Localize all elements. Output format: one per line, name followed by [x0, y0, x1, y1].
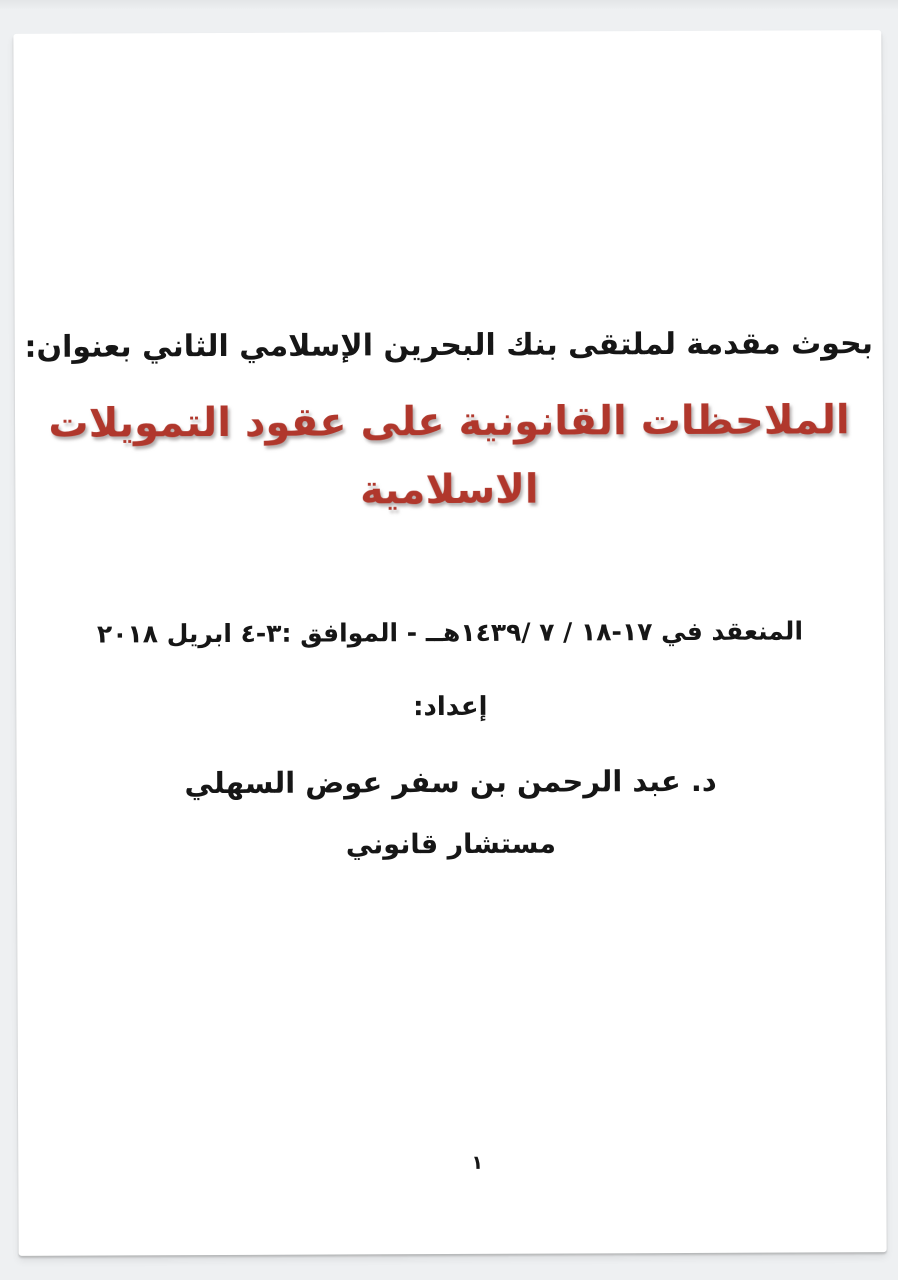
page-number: ١ — [471, 1151, 484, 1174]
document-title — [15, 386, 884, 526]
title-line-2: الاسلامية — [359, 466, 539, 514]
author-name: د. عبد الرحمن بن سفر عوض السهلي — [184, 763, 717, 801]
author-title: مستشار قانوني — [345, 828, 556, 861]
event-date-line: المنعقد في ١٧-١٨ / ٧ /١٤٣٩هــ - الموافق :٣-٤ ابريل ٢٠١٨ — [96, 616, 804, 649]
document-page — [13, 30, 886, 1256]
prepared-by-label: إعداد: — [413, 691, 488, 723]
forum-intro-line: بحوث مقدمة لملتقى بنك البحرين الإسلامي الثاني بعنوان: — [24, 326, 873, 365]
title-line-1: الملاحظات القانونية على عقود التمويلات — [48, 397, 850, 447]
